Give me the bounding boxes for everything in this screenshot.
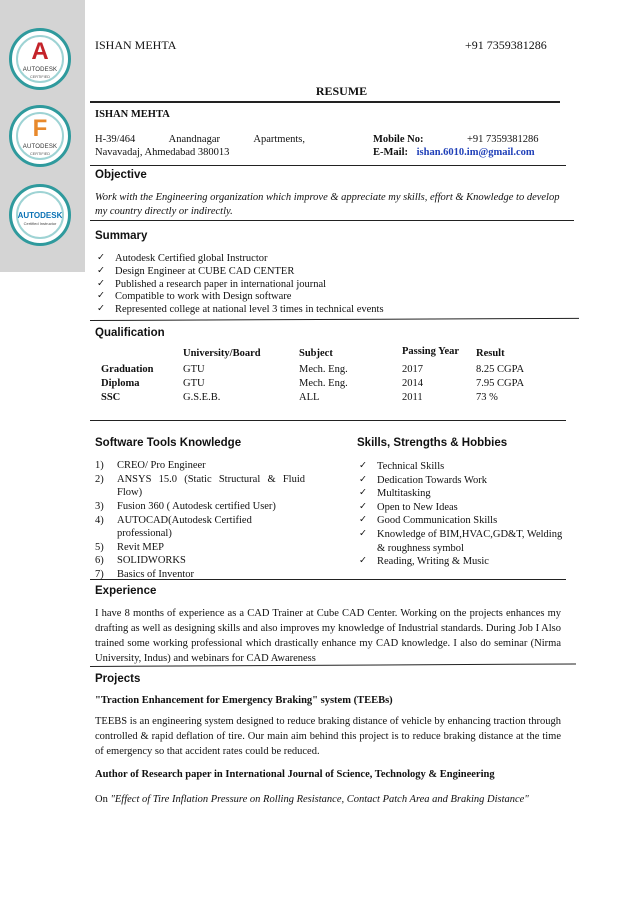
check-icon: ✓ (359, 500, 367, 512)
check-icon: ✓ (97, 264, 105, 276)
experience-text: I have 8 months of experience as a CAD Trainer at Cube CAD Center. Working on the projects enhances my drafting as well as designing skills and also improves my knowledge of Industrial standards. During Job I Also trained some working professional which drastically enhance my CAD knowledge. I also do seminar (Nirma University, Indus) and webinars for CAD Awareness (95, 608, 561, 664)
table-header: University/Board Subject Passing Year Result (183, 345, 505, 360)
mobile-value: +91 7359381286 (467, 134, 539, 145)
divider (90, 220, 574, 221)
list-item: ✓ Design Engineer at CUBE CAD CENTER (97, 264, 295, 277)
autocad-logo-icon: A (31, 38, 49, 65)
divider (90, 101, 560, 103)
list-item: 4) AUTOCAD(Autodesk Certified professional) (95, 514, 252, 540)
skills-list (357, 460, 562, 569)
list-item-continued: & roughness symbol (377, 542, 464, 554)
badge-brand: AUTODESK (22, 67, 58, 73)
qualification-table (95, 345, 565, 405)
list-item: ✓ Represented college at national level 3 times in technical events (97, 303, 384, 316)
check-icon: ✓ (97, 277, 105, 289)
list-item: ✓ Published a research paper in international journal (97, 277, 327, 290)
fusion-badge (9, 105, 71, 167)
divider (90, 165, 566, 166)
table-row: Graduation GTU Mech. Eng. 2017 8.25 CGPA (101, 364, 525, 376)
summary-heading: Summary (95, 230, 148, 242)
qualification-heading: Qualification (95, 327, 165, 339)
list-item: ✓ Reading, Writing & Music (359, 555, 489, 568)
check-icon: ✓ (359, 460, 367, 471)
divider (90, 318, 579, 321)
badge-tab (11, 107, 19, 115)
check-icon: ✓ (359, 487, 367, 499)
list-item: ✓ Compatible to work with Design software (97, 290, 292, 303)
table-row: SSC G.S.E.B. ALL 2011 73 % (101, 392, 498, 404)
list-item: ✓ Dedication Towards Work (359, 473, 488, 486)
list-item: ✓ Open to New Ideas (359, 500, 458, 513)
check-icon: ✓ (97, 303, 105, 315)
header-phone: +91 7359381286 (465, 38, 547, 52)
autocad-badge (9, 28, 71, 90)
table-row: Diploma GTU Mech. Eng. 2014 7.95 CGPA (101, 378, 525, 390)
projects-heading: Projects (95, 673, 141, 685)
list-item: ✓ Knowledge of BIM,HVAC,GD&T, Welding (359, 527, 563, 540)
software-list (95, 459, 305, 582)
skills-heading: Skills, Strengths & Hobbies (357, 437, 508, 449)
list-item: 5) Revit MEP (95, 541, 164, 553)
list-item: ✓ Autodesk Certified global Instructor (97, 252, 268, 264)
list-item: 6) SOLIDWORKS (95, 555, 186, 567)
page-title: RESUME (315, 84, 368, 98)
divider (90, 420, 566, 421)
mobile-row (373, 133, 539, 147)
objective-heading: Objective (95, 169, 147, 181)
check-icon: ✓ (97, 290, 105, 302)
email-link[interactable]: ishan.6010.im@gmail.com (416, 147, 535, 158)
badge-cert: CERTIFIED (30, 75, 50, 79)
divider (90, 579, 566, 580)
summary-list (95, 252, 384, 316)
badge-cert: Certified Instructor (23, 221, 57, 226)
instructor-badge (9, 184, 71, 246)
list-item: ✓ Technical Skills (359, 460, 445, 472)
project-1-text: TEEBS is an engineering system designed to reduce braking distance of vehicle by enhancing traction through controlled & rapid deflation of tire. Our main aim behind this project is to reduce braking distance at the time of emergency so that accident rates could be reduced. (95, 716, 561, 757)
check-icon: ✓ (359, 514, 367, 526)
list-item: ✓ Good Communication Skills (359, 514, 498, 527)
sidebar (0, 0, 85, 272)
list-item: 7) Basics of Inventor (95, 569, 194, 581)
address-line-2: Navavadaj, Ahmedabad 380013 (95, 147, 230, 158)
mobile-label: Mobile No: (373, 134, 424, 145)
badge-brand: AUTODESK (22, 144, 58, 150)
project-1-title: "Traction Enhancement for Emergency Braking" system (TEEBs) (95, 695, 393, 706)
badge-brand: AUTODESK (17, 211, 63, 220)
check-icon: ✓ (97, 252, 105, 263)
header-name: ISHAN MEHTA (95, 38, 177, 52)
check-icon: ✓ (359, 473, 367, 485)
badge-cert: CERTIFIED (30, 152, 50, 156)
list-item: ✓ Multitasking (359, 487, 431, 500)
list-item: 1) CREO/ Pro Engineer (95, 460, 206, 471)
email-label: E-Mail: (373, 147, 408, 158)
experience-heading: Experience (95, 585, 157, 597)
fusion-logo-icon: F (32, 115, 48, 142)
project-2-text: On "Effect of Tire Inflation Pressure on Rolling Resistance, Contact Patch Area and Braking Distance" (95, 794, 529, 805)
badge-tab (11, 186, 19, 194)
objective-text: Work with the Engineering organization which improve & appreciate my skills, effort & Knowledge to develop my country directly or indirectly. (95, 192, 560, 217)
project-2-title: Author of Research paper in International Journal of Science, Technology & Engineering (95, 769, 495, 780)
check-icon: ✓ (359, 555, 367, 567)
badge-tab (11, 30, 19, 38)
list-item: 2) ANSYS 15.0 (Static Structural & Fluid Flow) (95, 473, 305, 499)
personal-name: ISHAN MEHTA (95, 109, 170, 120)
address-line-1: H-39/464 Anandnagar Apartments, (95, 134, 305, 145)
list-item: 3) Fusion 360 ( Autodesk certified User) (95, 500, 276, 512)
check-icon: ✓ (359, 527, 367, 539)
software-heading: Software Tools Knowledge (95, 437, 242, 449)
email-row (373, 146, 535, 160)
